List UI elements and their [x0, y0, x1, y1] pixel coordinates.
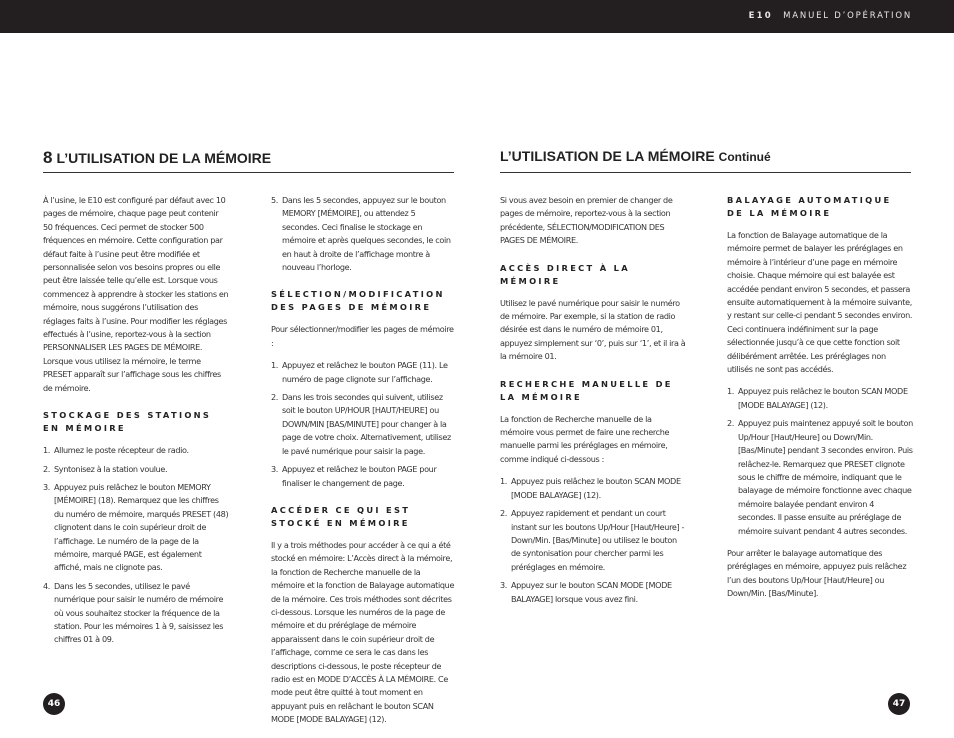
list-item: 1. Allumez le poste récepteur de radio.: [43, 445, 189, 456]
list-item: 4. Dans les 5 secondes, utilisez le pavé numérique pour saisir le numéro de mémoire où vous souhaitez stocker la fréquence de la station. Pour les mémoires 1 à 9, saisissez les chiffres 01 à 09.: [43, 580, 224, 645]
list-item: 2. Appuyez rapidement et pendant un court instant sur les boutons Up/Hour [Haut/Heure] - Down/Min. [Bas/Minute] ou utilisez le bouton de syntonisation pour chercher parmi les préréglages en mémoire.: [500, 508, 685, 572]
column-4: [727, 194, 913, 610]
column-1: [43, 194, 229, 656]
acceder-paragraph: Il y a trois méthodes pour accéder à ce qui a été stocké en mémoire: L’Accès direct à la mémoire, la fonction de Recherche manuelle de la mémoire et la fonction de Balayage automatique de la mémoire. Ces trois méthodes sont décrites ci-dessous. Lorsque les numéros de la page de mémoire et du préréglage de mémoire apparaissent dans le coin supérieur droit de l’affichage, comme ce sera le cas dans les descriptions ci-dessous, le poste récepteur de radio est en MODE D’ACCÈS À LA MÉMOIRE. Ce mode peut être quitté à tout moment en appuyant puis en relâchant le bouton SCAN MODE [MODE BALAYAGE] (12).: [271, 539, 455, 725]
page-number-left: 46: [43, 693, 65, 715]
selection-intro: Pour sélectionner/modifier les pages de mémoire :: [271, 324, 454, 348]
left-page-title: [43, 148, 271, 168]
right-page-title: [500, 148, 771, 164]
intro-paragraph-right: Si vous avez besoin en premier de changer de pages de mémoire, reportez-vous à la section précédente, SÉLECTION/MODIFICATION DES PAGES DE MÉMOIRE.: [500, 195, 673, 246]
list-item: 1. Appuyez et relâchez le bouton PAGE (11). Le numéro de page clignote sur l’affichage.: [271, 360, 448, 384]
list-item: 3. Appuyez et relâchez le bouton PAGE pour finaliser le changement de page.: [271, 464, 437, 488]
continued-label: Continué: [718, 150, 771, 164]
heading-stockage: STOCKAGE DES STATIONS EN MÉMOIRE: [43, 410, 212, 434]
acces-direct-paragraph: Utilisez le pavé numérique pour saisir le numéro de mémoire. Par exemple, si la station de radio désirée est dans le numéro de mémoire 01, appuyez simplement sur ‘0’, puis sur ‘1’, et il ira à la mémoire 01.: [500, 297, 686, 362]
right-title-rule: [500, 172, 911, 173]
list-item: 2. Appuyez puis maintenez appuyé soit le bouton Up/Hour [Haut/Heure] ou Down/Min. [Bas/Minute] pendant 3 secondes environ. Puis relâchez-le. Remarquez que PRESET clignote sous le chiffre de mémoire, indiquant que le balayage de mémoire fonctionne avec chaque mémoire balayée pendant environ 4 secondes. Il passe ensuite au préréglage de mémoire suivant pendant 4 autres secondes.: [727, 418, 913, 536]
section-title: L’UTILISATION DE LA MÉMOIRE: [56, 150, 272, 166]
list-item: 3. Appuyez sur le bouton SCAN MODE [MODE BALAYAGE] lorsque vous avez fini.: [500, 580, 672, 604]
heading-selection: SÉLECTION/MODIFICATION DES PAGES DE MÉMOIRE: [271, 289, 445, 313]
list-item: 1. Appuyez puis relâchez le bouton SCAN MODE [MODE BALAYAGE] (12).: [727, 386, 908, 410]
page-number-right: 47: [888, 693, 910, 715]
model-name: E10: [748, 11, 773, 21]
section-title-continued: L’UTILISATION DE LA MÉMOIRE: [500, 148, 715, 164]
column-2: [271, 194, 455, 736]
heading-acceder: ACCÉDER CE QUI EST STOCKÉ EN MÉMOIRE: [271, 504, 411, 528]
stockage-steps: [43, 444, 229, 647]
header-bar: [0, 0, 954, 33]
recherche-paragraph: La fonction de Recherche manuelle de la mémoire vous permet de faire une recherche manuelle parmi les préréglages en mémoire, comme indiqué ci-dessous :: [500, 413, 670, 464]
running-header: [749, 11, 912, 21]
list-item: 2. Syntonisez à la station voulue.: [43, 463, 168, 474]
selection-steps: [271, 359, 455, 490]
stockage-steps-continued: [271, 194, 455, 274]
arret-paragraph: Pour arrêter le balayage automatique des préréglages en mémoire, appuyez puis relâchez l’un des boutons Up/Hour [Haut/Heure] ou Down/Min. [Bas/Minute].: [727, 547, 907, 599]
column-3: [500, 194, 686, 615]
list-item: 3. Appuyez puis relâchez le bouton MEMORY [MÉMOIRE] (18). Remarquez que les chiffres du numéro de mémoire, marqués PRESET (48) clignotent dans le coin supérieur droit de l’affichage. Le numéro de la page de la mémoire, marqué PAGE, est également affiché, mais ne clignote pas.: [43, 481, 229, 573]
balayage-paragraph: La fonction de Balayage automatique de la mémoire permet de balayer les préréglages en mémoire à l’intérieur d’une page en mémoire choisie. Chaque mémoire qui est balayée est accédée pendant environ 5 secondes, et passera ensuite automatiquement à la mémoire suivante, y restant sur celle-ci pendant 5 secondes environ. Ceci continuera indéfiniment sur la page sélectionnée jusqu’à ce que cette fonction soit délibérément arrêtée. Les préréglages non utilisés ne sont pas accédés.: [727, 230, 913, 375]
list-item: 2. Dans les trois secondes qui suivent, utilisez soit le bouton UP/HOUR [HAUT/HEURE] ou DOWN/MIN [BAS/MINUTE] pour changer à la page de votre choix. Alternativement, utilisez le pavé numérique pour saisir la page.: [271, 392, 451, 456]
manual-title: MANUEL D’OPÉRATION: [783, 11, 912, 21]
heading-recherche: RECHERCHE MANUELLE DE LA MÉMOIRE: [500, 378, 673, 402]
list-item: 5. Dans les 5 secondes, appuyez sur le bouton MEMORY [MÉMOIRE], ou attendez 5 secondes. Ceci finalise le stockage en mémoire et après quelques secondes, le coin en haut à droite de l’affichage montre à nouveau l’horloge.: [271, 195, 451, 273]
intro-paragraph: À l’usine, le E10 est configuré par défaut avec 10 pages de mémoire, chaque page peut contenir 50 fréquences. Ceci permet de stocker 500 fréquences en mémoire. Cette configuration par défaut faite à l’usine peut être modifiée et personnalisée selon vos besoins propres ou elle peut être laissée telle qu’elle est. Lorsque vous commencez à apprendre à stocker les stations en mémoire, nous suggérons l’utilisation des réglages faits à l’usine. Pour modifier les réglages effectués à l’usine, reportez-vous à la section PERSONNALISER LES PAGES DE MÉMOIRE. Lorsque vous utilisez la mémoire, le terme PRESET apparaît sur l’affichage sous les chiffres de mémoire.: [43, 195, 229, 393]
balayage-steps: [727, 385, 913, 537]
recherche-steps: [500, 475, 686, 606]
left-title-rule: [43, 172, 454, 173]
section-number: 8: [43, 148, 53, 167]
heading-balayage: BALAYAGE AUTOMATIQUE DE LA MÉMOIRE: [727, 195, 892, 218]
heading-acces-direct: ACCÈS DIRECT À LA MÉMOIRE: [500, 262, 630, 286]
list-item: 1. Appuyez puis relâchez le bouton SCAN MODE [MODE BALAYAGE] (12).: [500, 476, 681, 500]
